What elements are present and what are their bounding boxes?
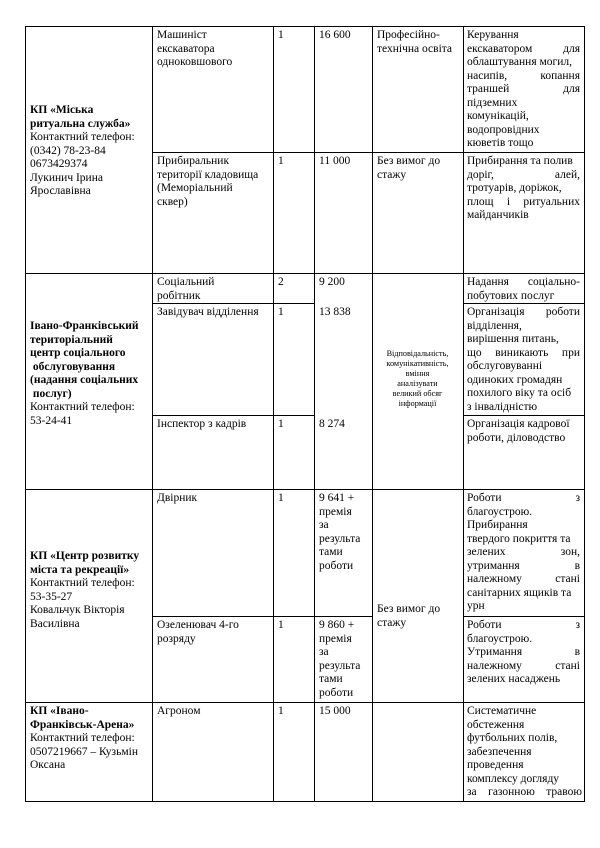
position-title-line: Соціальний [157, 276, 215, 288]
salary-line: роботи [319, 686, 354, 699]
org-name-line: ритуальна служба» [30, 117, 131, 130]
requirement-line: стажу [377, 168, 407, 181]
grid-line [25, 26, 585, 27]
position-duties-cell [467, 29, 580, 151]
org-contact-line: (0342) 78-23-84 [30, 144, 106, 157]
requirement-line: аналізувати [397, 379, 438, 388]
duties-line: майданчиків [467, 209, 529, 221]
duties-line: роботи, діловодство [467, 431, 566, 444]
duties-line: Прибирання [467, 519, 528, 531]
org-name-line: Франківськ-Арена» [30, 718, 135, 731]
duties-line: вирішення питань, [467, 333, 559, 345]
org-name-line: обслуговування [30, 360, 116, 373]
duties-line: Керування [467, 29, 519, 41]
org-name-line: КП «Центр розвитку [30, 550, 140, 562]
position-count-cell [278, 619, 310, 633]
salary-line: 11 000 [319, 155, 351, 167]
duties-line: урн [467, 600, 485, 612]
position-title-line: Інспектор з кадрів [157, 418, 247, 430]
duties-line: за газонною травою [467, 786, 582, 798]
position-requirement-cell [377, 155, 461, 182]
org-contact-line: Лукинич Ірина [30, 171, 103, 184]
grid-line [25, 489, 585, 490]
requirement-line: Професійно- [377, 29, 440, 41]
grid-line [273, 26, 274, 802]
duties-line: належному стані [467, 659, 580, 672]
position-title-cell [157, 492, 269, 506]
salary-line: 8 274 [319, 418, 345, 430]
position-title-line: робітник [157, 289, 201, 302]
salary-line: роботи [319, 559, 354, 572]
duties-line: Організація роботи [467, 306, 580, 318]
duties-line: траншей для [467, 83, 580, 95]
salary-line: тами [319, 673, 343, 685]
org-contact-line: 53-24-41 [30, 414, 73, 427]
duties-line: відділення, [467, 319, 522, 332]
position-count: 1 [278, 29, 284, 41]
duties-line: насипів, копання [467, 69, 580, 82]
position-count-cell [278, 492, 310, 506]
requirement-line: Відповідальність, [386, 349, 449, 358]
salary-line: за [319, 519, 329, 531]
position-duties-cell [467, 276, 580, 303]
duties-line: зелених насаджень [467, 673, 561, 685]
grid-line [463, 26, 464, 802]
position-title-line: одноковшового [157, 56, 233, 68]
org-contact-line: Ковальчук Вікторія [30, 604, 125, 616]
org-cell [30, 550, 150, 631]
position-duties-cell [467, 492, 580, 614]
requirement-line: стажу [377, 616, 407, 629]
position-salary-cell [319, 418, 369, 432]
salary-line: 13 838 [319, 306, 351, 318]
org-name-line: міста та рекреації» [30, 563, 130, 576]
position-title-cell [157, 619, 269, 646]
position-count: 2 [278, 276, 284, 288]
position-title-line: Завідувач відділення [157, 306, 259, 318]
position-duties-cell [467, 619, 580, 687]
duties-line: благоустрою. [467, 632, 533, 645]
org-contact-line: Контактний телефон: [30, 401, 135, 413]
duties-line: кюветів тощо [467, 137, 534, 149]
grid-line [314, 26, 315, 802]
duties-line: доріг, алей, [467, 168, 580, 181]
salary-line: за [319, 646, 329, 658]
position-count-cell [278, 418, 310, 432]
duties-line: комплексу догляду [467, 772, 560, 785]
duties-line: екскаватором для [467, 42, 580, 55]
org-contact-line: Контактний телефон: [30, 577, 135, 589]
org-contact-line: Василівна [30, 617, 80, 630]
position-duties-cell [467, 705, 582, 800]
duties-line: належному стані [467, 573, 580, 585]
org-contact-line: 53-35-27 [30, 590, 73, 603]
position-count: 1 [278, 418, 284, 430]
position-title-cell [157, 276, 269, 303]
duties-line: забезпечення [467, 745, 532, 758]
org-contact-line: 0507219667 – Кузьмін [30, 745, 138, 758]
position-count: 1 [278, 306, 284, 318]
position-title-cell [157, 29, 269, 70]
duties-line: Роботи з [467, 619, 580, 631]
position-title-line: Прибиральник [157, 155, 230, 167]
salary-line: премія [319, 632, 352, 645]
position-salary-cell [319, 155, 369, 169]
grid-line [584, 26, 585, 802]
position-salary-cell [319, 492, 371, 573]
grid-line [372, 26, 373, 802]
duties-line: проведення [467, 759, 524, 771]
shared-requirement-cell [377, 603, 461, 630]
position-title-line: Озеленювач 4-го [157, 619, 239, 631]
position-salary-cell [319, 705, 369, 719]
position-count: 1 [278, 492, 284, 504]
duties-line: Роботи з [467, 492, 580, 504]
position-salary-cell [319, 276, 369, 290]
org-name-line: Івано-Франківський [30, 320, 139, 332]
org-name-line: КП «Івано- [30, 705, 89, 717]
grid-line [152, 303, 314, 304]
salary-line: тами [319, 546, 343, 558]
org-name-line: КП «Міська [30, 104, 94, 116]
org-contact-line: Ярославівна [30, 185, 91, 197]
position-count: 1 [278, 705, 284, 717]
org-name-line: послуг) [30, 387, 72, 400]
grid-line [463, 303, 585, 304]
position-title-line: Двірник [157, 492, 198, 504]
position-count-cell [278, 155, 310, 169]
grid-line [152, 616, 372, 617]
org-cell [30, 705, 150, 773]
position-title-line: (Меморіальний [157, 182, 233, 194]
position-title-line: Агроном [157, 705, 201, 717]
salary-line: 15 000 [319, 705, 351, 717]
grid-line [25, 801, 585, 802]
position-duties-cell [467, 306, 580, 414]
requirement-line: вміння [405, 369, 430, 378]
duties-line: Утримання в [467, 646, 580, 658]
salary-line: результа [319, 532, 361, 545]
requirement-line: технічна освіта [377, 42, 453, 55]
requirement-line: інформації [398, 399, 437, 408]
salary-line: 16 600 [319, 29, 351, 41]
position-title-cell [157, 155, 271, 209]
duties-line: твердого покриття та [467, 532, 571, 545]
position-count-cell [278, 276, 310, 290]
salary-line: 9 860 + [319, 619, 355, 631]
requirement-line: Без вимог до [377, 155, 441, 167]
position-count-cell [278, 29, 310, 43]
position-count-cell [278, 705, 310, 719]
duties-line: благоустрою. [467, 505, 533, 518]
salary-line: 9 200 [319, 276, 345, 288]
duties-line: з інвалідністю [467, 400, 538, 413]
org-contact-line: Контактний телефон: [30, 131, 135, 143]
position-title-line: сквер) [157, 195, 188, 208]
duties-line: обслуговуванні [467, 360, 543, 372]
duties-line: обстеження [467, 718, 525, 731]
duties-line: похилого віку та осіб [467, 387, 572, 399]
duties-line: одиноких громадян [467, 373, 563, 386]
org-cell [30, 320, 150, 428]
position-title-cell [157, 306, 271, 320]
grid-line [25, 702, 585, 703]
duties-line: площ і ритуальних [467, 195, 580, 208]
duties-line: що виникають при [467, 346, 580, 359]
duties-line: Надання соціально- [467, 276, 580, 288]
org-name-line: (надання соціальних [30, 374, 139, 386]
grid-line [152, 152, 585, 153]
org-contact-line: Оксана [30, 759, 66, 771]
org-contact-line: 0673429374 [30, 158, 88, 170]
duties-line: зелених зон, [467, 546, 580, 558]
salary-line: 9 641 + [319, 492, 355, 504]
shared-requirement-cell [374, 349, 461, 409]
position-title-cell [157, 705, 269, 719]
org-contact-line: Контактний телефон: [30, 732, 135, 744]
grid-line [25, 273, 585, 274]
org-name-line: центр соціального [30, 347, 126, 359]
duties-line: утримання в [467, 559, 580, 572]
requirement-line: комунікативність, [386, 359, 449, 368]
position-title-line: Машиніст [157, 29, 207, 41]
position-title-line: території кладовища [157, 168, 259, 181]
position-requirement-cell [377, 29, 461, 56]
duties-line: побутових послуг [467, 289, 555, 302]
duties-line: Організація кадрової [467, 418, 570, 430]
grid-line [152, 415, 314, 416]
org-cell [30, 104, 148, 199]
org-name-line: територіальний [30, 333, 113, 346]
grid-line [463, 415, 585, 416]
requirement-line: великий обсяг [392, 389, 443, 398]
duties-line: футбольних полів, [467, 732, 558, 744]
position-salary-cell [319, 619, 371, 700]
position-title-line: розряду [157, 632, 196, 645]
position-salary-cell [319, 29, 369, 43]
position-count-cell [278, 306, 310, 320]
duties-line: підземних [467, 96, 518, 109]
duties-line: Систематичне [467, 705, 537, 717]
position-count: 1 [278, 619, 284, 631]
grid-line [463, 616, 585, 617]
salary-line: премія [319, 505, 352, 518]
grid-line [25, 26, 26, 802]
position-count: 1 [278, 155, 284, 167]
grid-line [152, 26, 153, 802]
duties-line: облаштування могил, [467, 56, 573, 68]
duties-line: тротуарів, доріжок, [467, 182, 562, 194]
requirement-line: Без вимог до [377, 603, 441, 615]
duties-line: комунікацій, [467, 110, 529, 122]
duties-line: Прибирання та полив [467, 155, 573, 167]
position-title-cell [157, 418, 271, 432]
salary-line: результа [319, 659, 361, 672]
duties-line: водопровідних [467, 123, 540, 136]
duties-line: санітарних ящиків та [467, 586, 572, 599]
position-salary-cell [319, 306, 369, 320]
position-duties-cell [467, 155, 580, 223]
position-title-line: екскаватора [157, 42, 215, 55]
position-duties-cell [467, 418, 582, 445]
